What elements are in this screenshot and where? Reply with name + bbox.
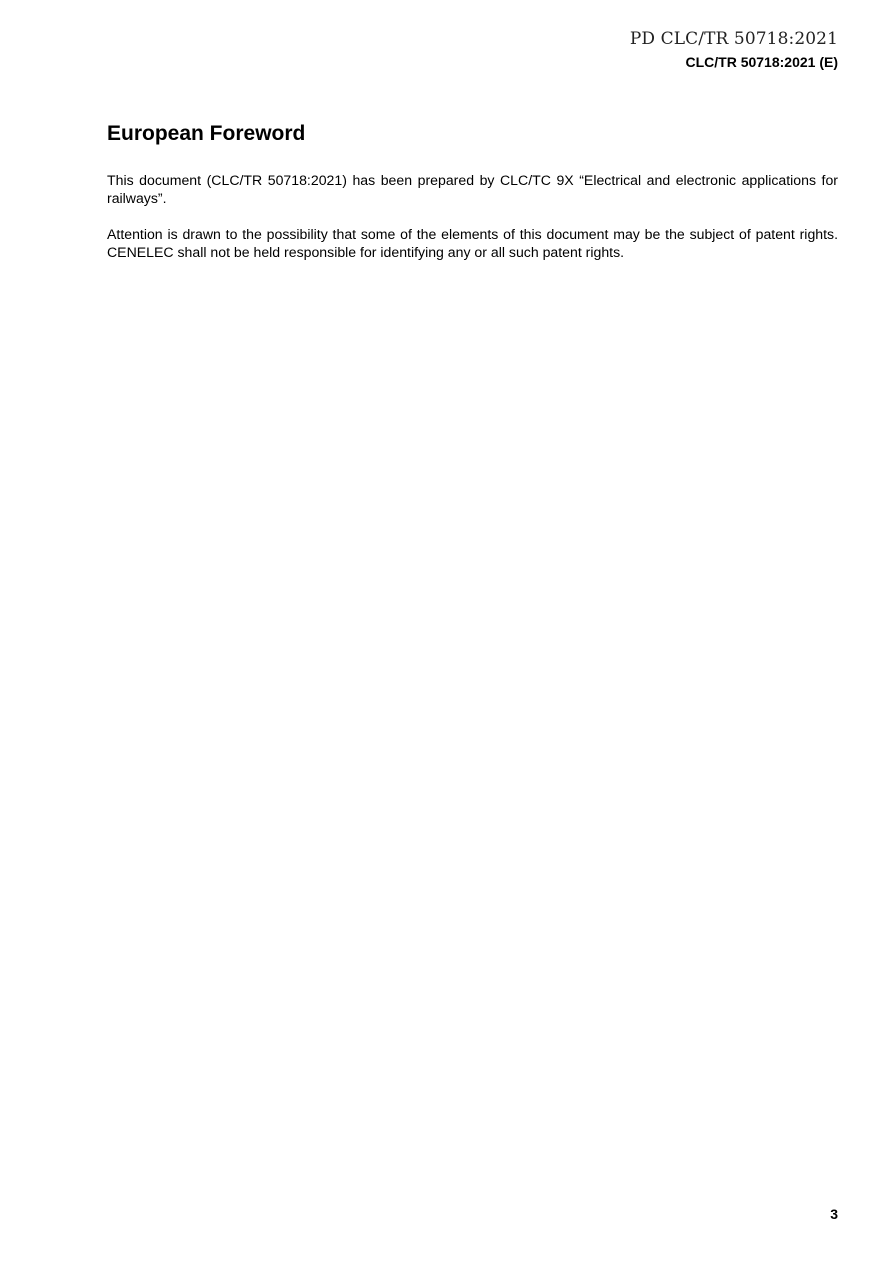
section-title: European Foreword bbox=[107, 122, 306, 145]
header-document-id: PD CLC/TR 50718:2021 bbox=[629, 29, 838, 49]
page-number: 3 bbox=[830, 1206, 838, 1222]
header-edition-id: CLC/TR 50718:2021 (E) bbox=[685, 54, 838, 70]
foreword-paragraph: This document (CLC/TR 50718:2021) has been prepared by CLC/TC 9X “Electrical and electronic applications for railways”. bbox=[107, 172, 838, 206]
patent-notice-paragraph: Attention is drawn to the possibility that some of the elements of this document may be the subject of patent rights. CENELEC shall not be held responsible for identifying any or all such patent rights. bbox=[107, 226, 838, 260]
